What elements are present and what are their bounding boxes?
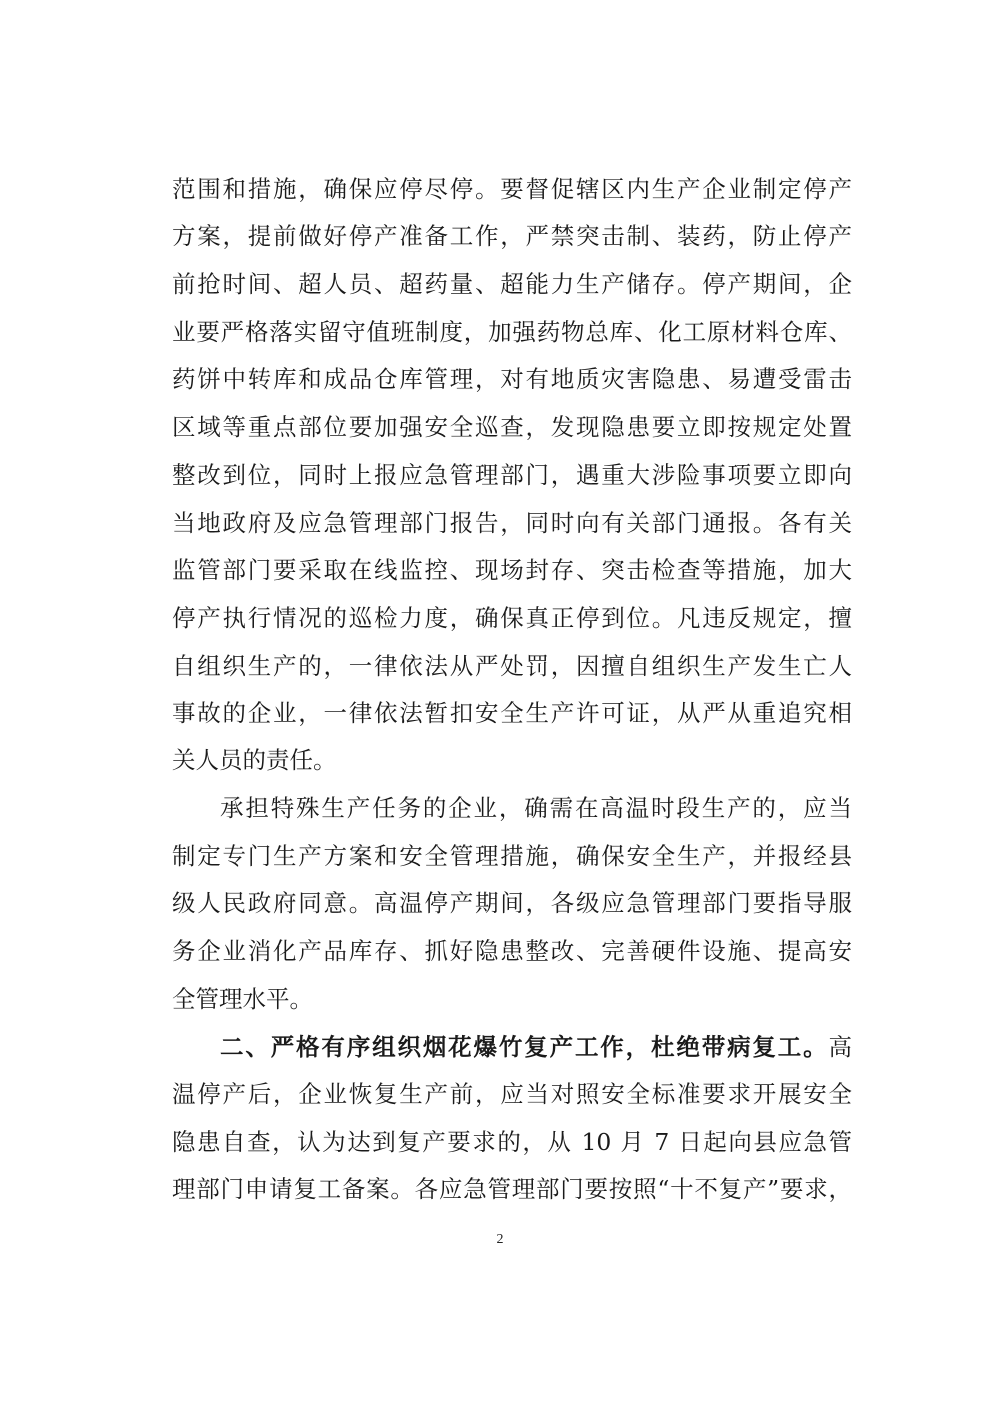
text-line: 温停产后，企业恢复生产前，应当对照安全标准要求开展安全 bbox=[172, 1080, 852, 1108]
text-line: 方案，提前做好停产准备工作，严禁突击制、装药，防止停产 bbox=[172, 222, 852, 250]
text-line: 级人民政府同意。高温停产期间，各级应急管理部门要指导服 bbox=[172, 889, 852, 917]
text-line: 事故的企业，一律依法暂扣安全生产许可证，从严从重追究相 bbox=[172, 699, 852, 727]
text-line: 前抢时间、超人员、超药量、超能力生产储存。停产期间，企 bbox=[172, 270, 852, 298]
heading-continuation: 高 bbox=[828, 1033, 852, 1061]
text-line: 关人员的责任。 bbox=[172, 746, 337, 774]
text-line: 当地政府及应急管理部门报告，同时向有关部门通报。各有关 bbox=[172, 509, 852, 537]
text-line: 区域等重点部位要加强安全巡查，发现隐患要立即按规定处置 bbox=[172, 413, 852, 441]
section-heading-line bbox=[220, 1028, 852, 1066]
section-heading: 二、严格有序组织烟花爆竹复产工作，杜绝带病复工。 bbox=[220, 1033, 829, 1061]
text-line: 制定专门生产方案和安全管理措施，确保安全生产，并报经县 bbox=[172, 842, 852, 870]
text-line: 承担特殊生产任务的企业，确需在高温时段生产的，应当 bbox=[220, 794, 852, 822]
text-line: 自组织生产的，一律依法从严处罚，因擅自组织生产发生亡人 bbox=[172, 652, 852, 680]
text-line: 全管理水平。 bbox=[172, 985, 313, 1013]
text-line: 药饼中转库和成品仓库管理，对有地质灾害隐患、易遭受雷击 bbox=[172, 365, 852, 393]
text-line: 务企业消化产品库存、抓好隐患整改、完善硬件设施、提高安 bbox=[172, 937, 852, 965]
text-line: 监管部门要采取在线监控、现场封存、突击检查等措施，加大 bbox=[172, 556, 852, 584]
text-line: 理部门申请复工备案。各应急管理部门要按照“十不复产”要求， bbox=[172, 1175, 852, 1203]
page-number: 2 bbox=[496, 1232, 504, 1247]
text-line: 隐患自查，认为达到复产要求的，从 10 月 7 日起向县应急管 bbox=[172, 1128, 852, 1156]
text-line: 业要严格落实留守值班制度，加强药物总库、化工原材料仓库、 bbox=[172, 318, 852, 346]
text-line: 范围和措施，确保应停尽停。要督促辖区内生产企业制定停产 bbox=[172, 175, 852, 203]
text-line: 停产执行情况的巡检力度，确保真正停到位。凡违反规定，擅 bbox=[172, 604, 852, 632]
text-line: 整改到位，同时上报应急管理部门，遇重大涉险事项要立即向 bbox=[172, 461, 852, 489]
